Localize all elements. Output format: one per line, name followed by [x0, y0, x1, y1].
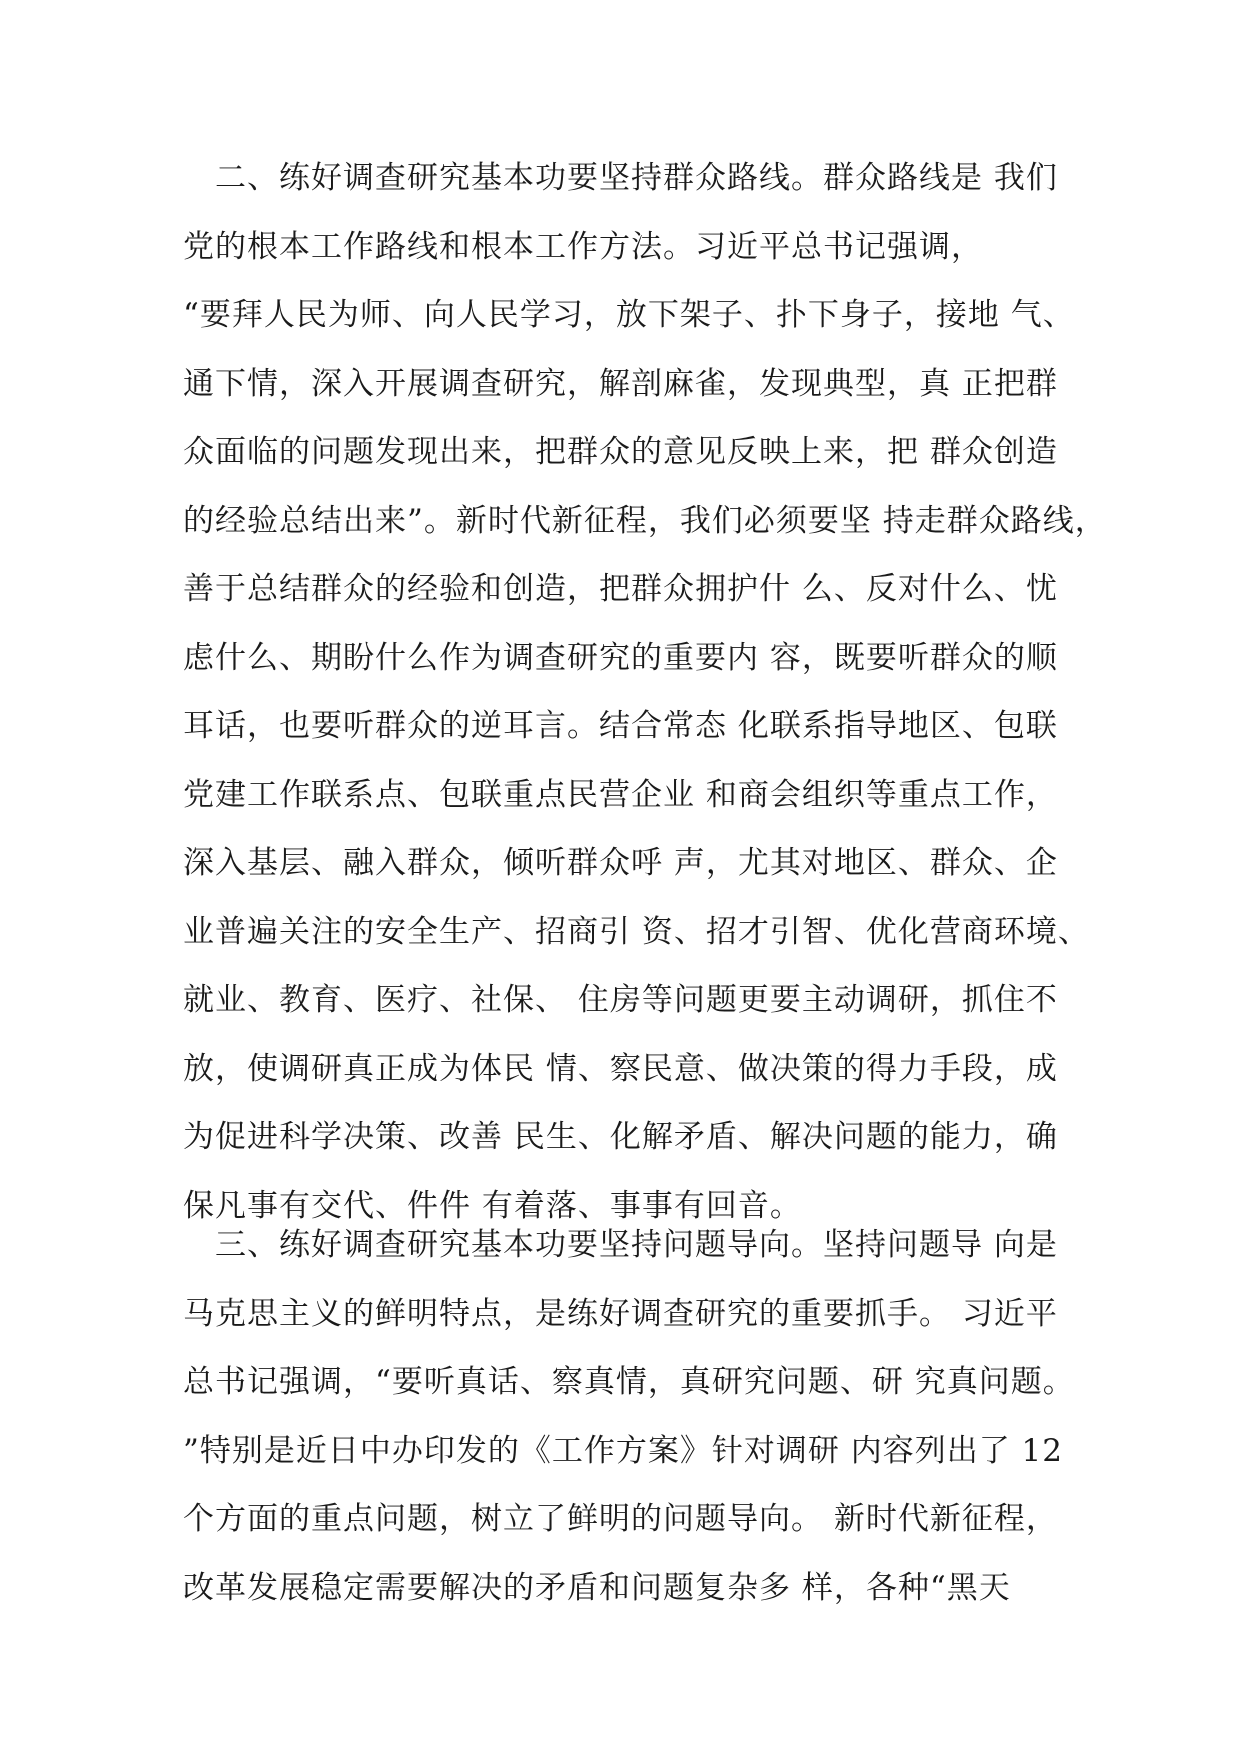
text-line: 众面临的问题发现出来，把群众的意见反映上来，把 群众创造 [183, 434, 1058, 470]
text-line: 保凡事有交代、件件 有着落、事事有回音。 [183, 1188, 802, 1224]
text-line: 二、练好调查研究基本功要坚持群众路线。群众路线是 我们 [183, 160, 1058, 196]
text-line: 放，使调研真正成为体民 情、察民意、做决策的得力手段，成 [183, 1051, 1058, 1087]
text-line: 深入基层、融入群众，倾听群众呼 声，尤其对地区、群众、企 [183, 845, 1058, 881]
text-line: 善于总结群众的经验和创造，把群众拥护什 么、反对什么、忧 [183, 571, 1058, 607]
text-line: 党建工作联系点、包联重点民营企业 和商会组织等重点工作， [183, 777, 1058, 813]
text-line: 业普遍关注的安全生产、招商引 资、招才引智、优化营商环境、 [183, 914, 1090, 950]
text-line: “要拜人民为师、向人民学习，放下架子、扑下身子，接地 气、 [183, 297, 1075, 333]
text-line: 就业、教育、医疗、社保、 住房等问题更要主动调研，抓住不 [183, 982, 1058, 1018]
text-line: 耳话，也要听群众的逆耳言。结合常态 化联系指导地区、包联 [183, 708, 1058, 744]
text-line: 改革发展稳定需要解决的矛盾和问题复杂多 样，各种“黑天 [183, 1570, 1011, 1606]
text-line: 为促进科学决策、改善 民生、化解矛盾、解决问题的能力，确 [183, 1119, 1058, 1155]
text-line: 的经验总结出来”。新时代新征程，我们必须要坚 持走群众路线， [183, 503, 1107, 539]
text-line: 三、练好调查研究基本功要坚持问题导向。坚持问题导 向是 [183, 1227, 1058, 1263]
text-line: ”特别是近日中办印发的《工作方案》针对调研 内容列出了 12 [183, 1433, 1063, 1469]
text-line: 通下情，深入开展调查研究，解剖麻雀，发现典型，真 正把群 [183, 366, 1058, 402]
text-line: 总书记强调，“要听真话、察真情，真研究问题、研 究真问题。 [183, 1364, 1075, 1400]
text-line: 虑什么、期盼什么作为调查研究的重要内 容，既要听群众的顺 [183, 640, 1058, 676]
text-line: 马克思主义的鲜明特点，是练好调查研究的重要抓手。 习近平 [183, 1296, 1058, 1332]
text-line: 个方面的重点问题，树立了鲜明的问题导向。 新时代新征程， [183, 1501, 1058, 1537]
text-line: 党的根本工作路线和根本工作方法。习近平总书记强调， [183, 229, 983, 265]
